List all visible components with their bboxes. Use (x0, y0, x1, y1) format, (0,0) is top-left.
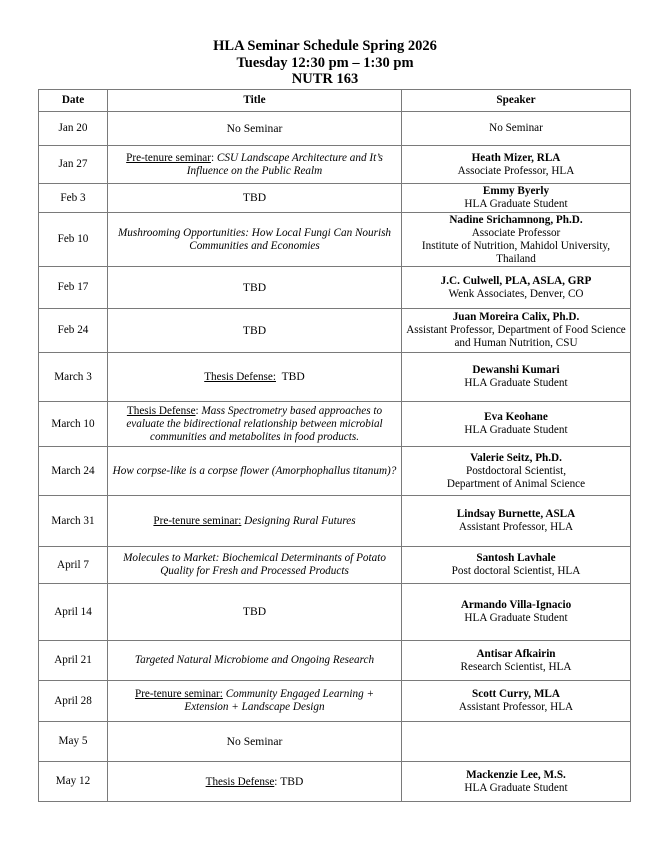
speaker-affiliation: Institute of Nutrition, Mahidol University, Thailand (421, 239, 611, 265)
speaker-affiliation: Wenk Associates, Denver, CO (448, 287, 584, 300)
speaker-cell (402, 762, 631, 802)
speaker-cell (402, 722, 631, 762)
speaker-affiliation: Assistant Professor, Department of Food Science and Human Nutrition, CSU (406, 324, 626, 349)
seminar-type-label: Pre-tenure seminar: (153, 514, 242, 527)
seminar-title: Mass Spectrometry based approaches to evaluate the bidirectional relationship between microbial communities and metabolites in food products. (126, 404, 383, 443)
table-row (39, 641, 631, 681)
date-cell: May 12 (39, 762, 108, 802)
date-cell: April 14 (39, 584, 108, 641)
speaker-name: Lindsay Burnette, ASLA (456, 508, 576, 520)
speaker-affiliation: Associate Professor (471, 226, 561, 239)
seminar-title: Designing Rural Futures (244, 514, 356, 527)
heading-time: Tuesday 12:30 pm – 1:30 pm (236, 54, 414, 71)
title-cell (108, 547, 402, 584)
table-row (39, 184, 631, 213)
seminar-title: Mushrooming Opportunities: How Local Fungi Can Nourish Communities and Economies (117, 226, 392, 252)
speaker-name: Scott Curry, MLA (472, 688, 560, 700)
date-cell: March 24 (39, 447, 108, 496)
title-cell (108, 267, 402, 309)
title-cell (108, 681, 402, 722)
speaker-affiliation: HLA Graduate Student (464, 781, 568, 794)
speaker-affiliation: Research Scientist, HLA (460, 660, 572, 673)
seminar-schedule-table (38, 89, 631, 802)
speaker-affiliation: No Seminar (489, 122, 543, 134)
table-row (39, 584, 631, 641)
speaker-cell (402, 112, 631, 146)
seminar-type-label: Thesis Defense: (204, 371, 276, 383)
seminar-title: Molecules to Market: Biochemical Determinants of Potato Quality for Fresh and Processed Products (123, 552, 386, 577)
table-row (39, 213, 631, 267)
date-cell: March 31 (39, 496, 108, 547)
speaker-name: Mackenzie Lee, M.S. (466, 768, 566, 781)
speaker-name: Armando Villa-Ignacio (460, 599, 572, 611)
speaker-name: Juan Moreira Calix, Ph.D. (452, 311, 580, 323)
title-cell (108, 641, 402, 681)
seminar-type-label: Thesis Defense (126, 404, 196, 417)
speaker-cell (402, 447, 631, 496)
label-separator: : (210, 151, 217, 164)
table-row (39, 309, 631, 353)
table-row (39, 447, 631, 496)
speaker-affiliation: HLA Graduate Student (464, 377, 568, 389)
heading-room: NUTR 163 (291, 71, 359, 87)
speaker-name: Heath Mizer, RLA (471, 151, 561, 164)
speaker-cell (402, 267, 631, 309)
speaker-cell (402, 309, 631, 353)
speaker-cell (402, 584, 631, 641)
header-speaker: Speaker (402, 90, 631, 112)
speaker-cell (402, 496, 631, 547)
seminar-title-plain: TBD (242, 280, 267, 294)
date-cell: March 10 (39, 402, 108, 447)
table-row (39, 402, 631, 447)
table-row (39, 146, 631, 184)
speaker-cell (402, 547, 631, 584)
seminar-title-plain: TBD (242, 605, 267, 618)
table-row (39, 496, 631, 547)
speaker-affiliation: Postdoctoral Scientist, (465, 464, 567, 477)
document-heading (0, 38, 650, 88)
speaker-affiliation: HLA Graduate Student (464, 612, 568, 624)
date-cell: April 21 (39, 641, 108, 681)
date-cell: Feb 17 (39, 267, 108, 309)
seminar-type-label: Pre-tenure seminar: (134, 688, 223, 700)
title-cell (108, 213, 402, 267)
table-row (39, 112, 631, 146)
speaker-affiliation: Assistant Professor, HLA (458, 521, 574, 533)
title-cell (108, 402, 402, 447)
date-cell: Jan 27 (39, 146, 108, 184)
seminar-title-plain: TBD (242, 323, 267, 337)
title-cell (108, 722, 402, 762)
speaker-name: J.C. Culwell, PLA, ASLA, GRP (440, 274, 592, 287)
seminar-type-label: Pre-tenure seminar (126, 151, 211, 164)
heading-title: HLA Seminar Schedule Spring 2026 (213, 38, 437, 54)
speaker-cell (402, 146, 631, 184)
title-cell (108, 447, 402, 496)
table-row (39, 681, 631, 722)
speaker-cell (402, 353, 631, 402)
date-cell: March 3 (39, 353, 108, 402)
table-body (39, 112, 631, 802)
date-cell: Jan 20 (39, 112, 108, 146)
title-cell (108, 112, 402, 146)
title-cell (108, 309, 402, 353)
title-cell (108, 762, 402, 802)
speaker-name: Eva Keohane (484, 411, 548, 423)
speaker-affiliation: HLA Graduate Student (464, 424, 568, 436)
title-cell (108, 184, 402, 213)
table-row (39, 353, 631, 402)
title-cell (108, 146, 402, 184)
title-cell (108, 353, 402, 402)
seminar-title: CSU Landscape Architecture and It’s Influence on the Public Realm (186, 151, 383, 177)
seminar-title-plain: TBD (281, 370, 305, 383)
table-row (39, 267, 631, 309)
speaker-affiliation: Assistant Professor, HLA (458, 701, 574, 713)
date-cell: Feb 10 (39, 213, 108, 267)
title-cell (108, 584, 402, 641)
speaker-affiliation: HLA Graduate Student (464, 198, 568, 210)
seminar-title: Targeted Natural Microbiome and Ongoing Research (134, 654, 375, 666)
seminar-title-plain: No Seminar (226, 734, 283, 748)
speaker-affiliation: Department of Animal Science (446, 477, 586, 490)
title-cell (108, 496, 402, 547)
speaker-affiliation: Post doctoral Scientist, HLA (451, 565, 581, 577)
date-cell: April 7 (39, 547, 108, 584)
speaker-name: Emmy Byerly (482, 185, 550, 197)
speaker-cell (402, 641, 631, 681)
table-header-row (39, 90, 631, 112)
speaker-name: Antisar Afkairin (476, 647, 556, 660)
table-row (39, 547, 631, 584)
seminar-title: How corpse-like is a corpse flower (Amorphophallus titanum)? (112, 464, 397, 477)
speaker-cell (402, 402, 631, 447)
label-separator: : (195, 404, 202, 417)
date-cell: Feb 24 (39, 309, 108, 353)
seminar-type-label: Thesis Defense (205, 775, 275, 788)
speaker-cell (402, 213, 631, 267)
date-cell: Feb 3 (39, 184, 108, 213)
seminar-title-plain: TBD (242, 191, 267, 204)
label-separator: : (274, 775, 281, 788)
seminar-title-plain: TBD (280, 774, 304, 788)
speaker-cell (402, 681, 631, 722)
date-cell: April 28 (39, 681, 108, 722)
speaker-affiliation: Associate Professor, HLA (457, 164, 575, 177)
date-cell: May 5 (39, 722, 108, 762)
header-title: Title (108, 90, 402, 112)
speaker-name: Nadine Srichamnong, Ph.D. (449, 213, 583, 226)
speaker-cell (402, 184, 631, 213)
seminar-title-plain: No Seminar (226, 121, 283, 135)
header-date: Date (39, 90, 108, 112)
table-row (39, 762, 631, 802)
speaker-name: Santosh Lavhale (476, 552, 556, 564)
seminar-title: Community Engaged Learning + Extension + Landscape Design (184, 688, 375, 713)
speaker-name: Dewanshi Kumari (472, 364, 560, 376)
table-row (39, 722, 631, 762)
speaker-name: Valerie Seitz, Ph.D. (470, 451, 562, 464)
